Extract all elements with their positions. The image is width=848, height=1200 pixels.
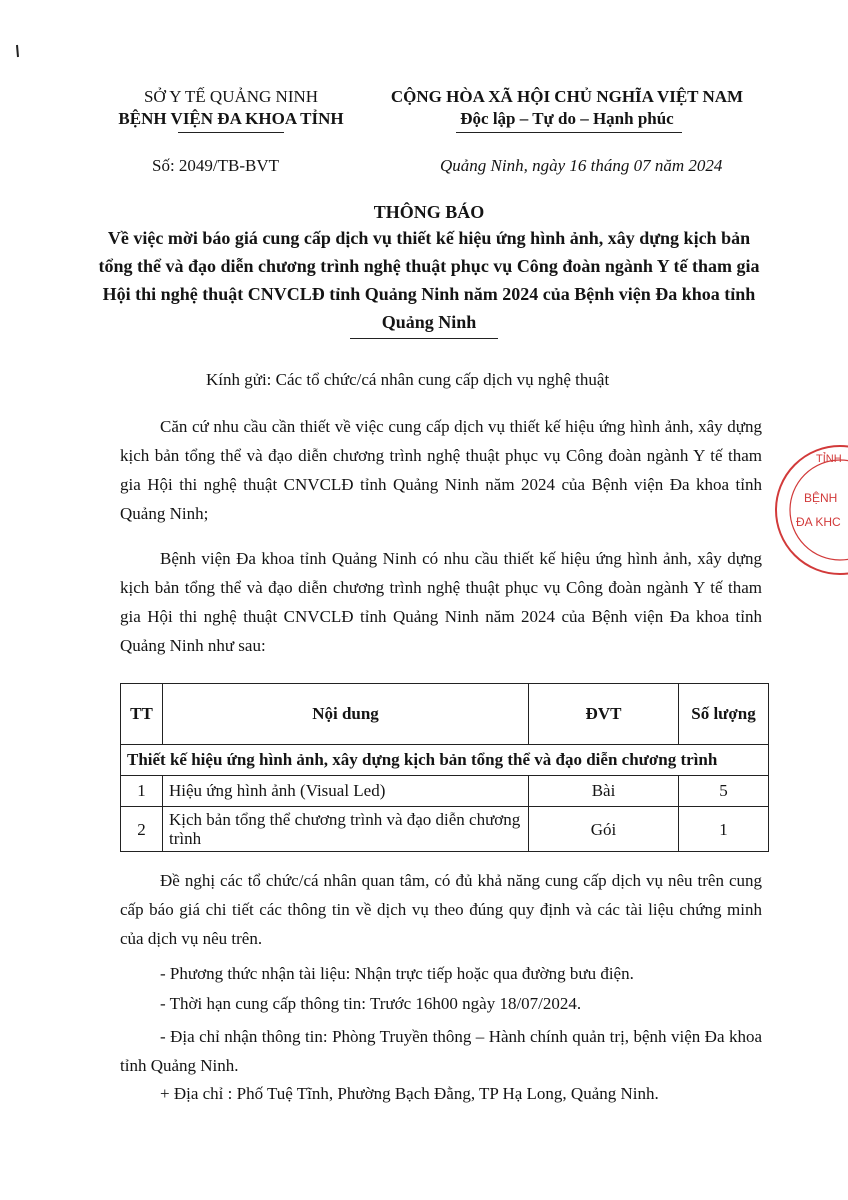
document-title: THÔNG BÁO	[373, 202, 485, 222]
header-tt: TT	[121, 684, 163, 745]
document-subject: Về việc mời báo giá cung cấp dịch vụ thiết kế hiệu ứng hình ảnh, xây dựng kịch bản tổng thể và đạo diễn chương trình nghệ thuật phục vụ Công đoàn ngành Y tế tham gia Hội thi nghệ thuật CNVCLĐ tỉnh Quảng Ninh năm 2024 của Bệnh viện Đa khoa tỉnh Quảng Ninh	[98, 228, 760, 332]
seal-stamp	[766, 440, 848, 580]
row-tt: 1	[121, 776, 163, 807]
motto-underline	[456, 132, 682, 133]
stamp-text-low: ĐA KHC	[796, 515, 841, 529]
subject-underline	[350, 338, 498, 339]
header-quantity: Số lượng	[679, 684, 769, 745]
service-table	[120, 683, 769, 852]
motto: Độc lập – Tự do – Hạnh phúc	[460, 109, 674, 128]
document-number: Số: 2049/TB-BVT	[152, 156, 280, 175]
item-receive-address: - Địa chỉ nhận thông tin: Phòng Truyền thông – Hành chính quản trị, bệnh viện Đa khoa tỉnh Quảng Ninh.	[120, 1027, 762, 1075]
row-content: Hiệu ứng hình ảnh (Visual Led)	[163, 776, 529, 807]
table-row	[121, 807, 769, 852]
stamp-text-top: TỈNH	[816, 453, 842, 465]
country-name: CỘNG HÒA XÃ HỘI CHỦ NGHĨA VIỆT NAM	[390, 87, 744, 106]
item-street-address: + Địa chỉ : Phố Tuệ Tĩnh, Phường Bạch Đằng, TP Hạ Long, Quảng Ninh.	[160, 1084, 659, 1103]
place-date: Quảng Ninh, ngày 16 tháng 07 năm 2024	[440, 156, 723, 175]
header-unit: ĐVT	[529, 684, 679, 745]
paragraph-request: Đề nghị các tổ chức/cá nhân quan tâm, có đủ khả năng cung cấp dịch vụ nêu trên cung cấp báo giá chi tiết các thông tin về dịch vụ theo đúng quy định và các tài liệu chứng minh của dịch vụ nêu trên.	[120, 871, 762, 948]
paragraph-need: Bệnh viện Đa khoa tỉnh Quảng Ninh có nhu cầu thiết kế hiệu ứng hình ảnh, xây dựng kịch bản tổng thể và đạo diễn chương trình nghệ thuật phục vụ Công đoàn ngành Y tế tham gia Hội thi nghệ thuật CNVCLĐ tỉnh Quảng Ninh năm 2024 của Bệnh viện Đa khoa tỉnh Quảng Ninh như sau:	[120, 549, 762, 655]
header-content: Nội dung	[163, 684, 529, 745]
row-unit: Gói	[529, 807, 679, 852]
row-unit: Bài	[529, 776, 679, 807]
issuer-block	[96, 86, 366, 130]
group-title: Thiết kế hiệu ứng hình ảnh, xây dựng kịch bản tổng thể và đạo diễn chương trình	[121, 745, 769, 776]
item-deadline: - Thời hạn cung cấp thông tin: Trước 16h00 ngày 18/07/2024.	[160, 994, 582, 1013]
paragraph-basis: Căn cứ nhu cầu cần thiết về việc cung cấp dịch vụ thiết kế hiệu ứng hình ảnh, xây dựng kịch bản tổng thể và đạo diễn chương trình nghệ thuật phục vụ Công đoàn ngành Y tế tham gia Hội thi nghệ thuật CNVCLĐ tỉnh Quảng Ninh năm 2024 của Bệnh viện Đa khoa tỉnh Quảng Ninh;	[120, 417, 762, 523]
row-tt: 2	[121, 807, 163, 852]
national-header	[372, 86, 762, 130]
table-row	[121, 776, 769, 807]
table-header-row	[121, 684, 769, 745]
row-quantity: 1	[679, 807, 769, 852]
hospital-name: BỆNH VIỆN ĐA KHOA TỈNH	[118, 109, 344, 128]
row-content: Kịch bản tổng thể chương trình và đạo diễn chương trình	[163, 807, 529, 852]
item-receive-method: - Phương thức nhận tài liệu: Nhận trực tiếp hoặc qua đường bưu điện.	[160, 964, 634, 983]
table-group-row	[121, 745, 769, 776]
recipient-line: Kính gửi: Các tổ chức/cá nhân cung cấp dịch vụ nghệ thuật	[206, 370, 610, 389]
issuer-underline	[178, 132, 284, 133]
scan-mark	[14, 44, 20, 58]
agency-name: SỞ Y TẾ QUẢNG NINH	[143, 87, 319, 106]
row-quantity: 5	[679, 776, 769, 807]
stamp-text-mid: BỆNH	[804, 491, 838, 505]
